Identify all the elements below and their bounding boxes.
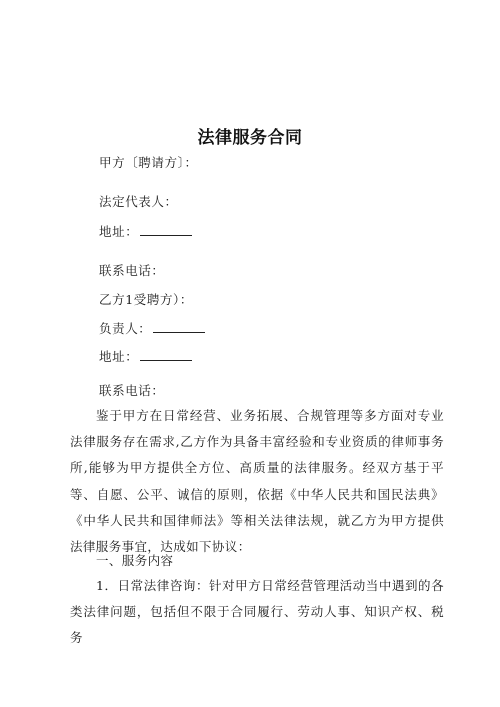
document-title: 法律服务合同 bbox=[197, 128, 303, 148]
party-b-address-blank bbox=[140, 349, 192, 361]
party-a-address-label: 地址： bbox=[99, 224, 139, 239]
responsible-person-line bbox=[99, 319, 205, 337]
responsible-person-blank bbox=[153, 321, 205, 333]
party-b-phone-label: 联系电话： bbox=[99, 383, 165, 398]
section-1-heading: 一、服务内容 bbox=[96, 553, 174, 568]
party-a-address-line bbox=[99, 222, 192, 240]
legal-representative-label: 法定代表人： bbox=[99, 194, 178, 209]
responsible-person-label: 负责人： bbox=[99, 321, 152, 336]
party-b-address-line bbox=[99, 347, 192, 365]
clause-1-paragraph: 1．日常法律咨询：针对甲方日常经营管理活动当中遇到的各类法律问题，包括但不限于合同履行、劳动人事、知识产权、税务 bbox=[70, 578, 444, 646]
party-b-label: 乙方1受聘方）： bbox=[99, 292, 194, 307]
party-b-address-label: 地址： bbox=[99, 349, 139, 364]
preamble-paragraph: 鉴于甲方在日常经营、业务拓展、合规管理等多方面对专业法律服务存在需求,乙方作为具备丰富经验和专业资质的律师事务所,能够为甲方提供全方位、高质量的法律服务。经双方基于平等、自愿、公平、诚信的原则，依据《中华人民共和国民法典》《中华人民共和国律师法》等相关法律法规，就乙方为甲方提供法律服务事宜，达成如下协议： bbox=[70, 408, 444, 555]
party-a-label: 甲方〔聘请方〕： bbox=[99, 155, 198, 170]
party-a-phone-label: 联系电话： bbox=[99, 263, 165, 278]
party-a-address-blank bbox=[140, 224, 192, 236]
